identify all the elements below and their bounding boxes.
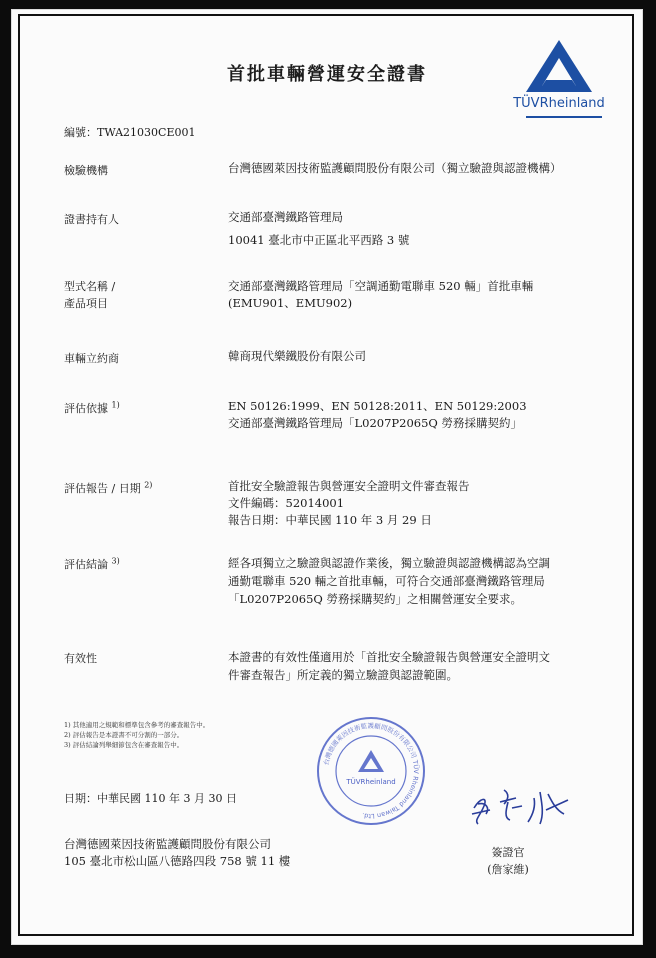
field-value-model: 交通部臺灣鐵路管理局「空調通勤電聯車 520 輛」首批車輛 (EMU901、EMU902) [228, 279, 534, 310]
field-label-inspection-body: 檢驗機構 [64, 164, 108, 177]
field-label-report: 評估報告 / 日期 $^{2)}$ [64, 480, 153, 495]
official-seal [316, 716, 426, 826]
signer-block [468, 844, 548, 878]
field-value-conclusion: 經各項獨立之驗證與認證作業後，獨立驗證與認證機構認為空調 通勤電聯車 520 輛之首批車輛，可符合交通部臺灣鐵路管理局 「L0207P2065Q 勞務採購契約」之相關營運安全要求。 [228, 556, 550, 606]
handwritten-signature-icon [464, 780, 584, 830]
tuv-logo [506, 36, 612, 126]
issuer-address: 台灣德國萊因技術監護顧問股份有限公司 105 臺北市松山區八德路四段 758 號 11 樓 [64, 837, 291, 868]
field-label-contractor: 車輛立約商 [64, 352, 119, 365]
certificate-number: 編號：TWA21030CE001 [64, 126, 196, 139]
field-value-holder: 交通部臺灣鐵路管理局 10041 臺北市中正區北平西路 3 號 [228, 210, 410, 247]
field-value-report: 首批安全驗證報告與營運安全證明文件審查報告 文件編碼：52014001 報告日期：中華民國 110 年 3 月 29 日 [228, 479, 470, 527]
page-footer-line [12, 936, 642, 944]
logo-text: TÜVRheinland [513, 96, 605, 111]
field-label-basis: 評估依據 $^{1)}$ [64, 400, 120, 415]
certificate-page [12, 10, 642, 944]
footnotes [64, 720, 209, 750]
field-value-contractor: 韓商現代樂鐵股份有限公司 [228, 349, 366, 363]
seal-stamp-icon [316, 716, 426, 826]
logo-underline [526, 116, 602, 118]
field-label-model: 型式名稱 / 產品項目 [64, 280, 116, 310]
field-label-conclusion: 評估結論 $^{3)}$ [64, 556, 120, 571]
footnote-2: 2) 評估報告是本證書不可分割的一部分。 [64, 731, 184, 739]
signer-title: 簽證官 [491, 846, 525, 859]
field-value-basis: EN 50126:1999、EN 50128:2011、EN 50129:2003 交通部臺灣鐵路管理局「L0207P2065Q 勞務採購契約」 [228, 399, 527, 430]
issue-date: 日期：中華民國 110 年 3 月 30 日 [64, 792, 237, 805]
field-value-validity: 本證書的有效性僅適用於「首批安全驗證報告與營運安全證明文 件審查報告」所定義的獨立驗證與認證範圍。 [228, 650, 550, 682]
footnote-1: 1) 其他適用之規範和標準包含參考的審查報告中。 [64, 721, 210, 729]
svg-text:TÜVRheinland: TÜVRheinland [346, 778, 396, 786]
signature [464, 780, 584, 830]
field-value-inspection-body: 台灣德國萊因技術監護顧問股份有限公司（獨立驗證與認證機構） [228, 161, 562, 175]
svg-text:台灣德國萊因技術監護顧問股份有限公司 TÜV Rheinla: 台灣德國萊因技術監護顧問股份有限公司 TÜV Rheinland Taiwan Ltd. [322, 721, 421, 821]
triangle-logo-icon [506, 36, 612, 96]
signer-name: (詹家維) [487, 863, 529, 876]
footnote-3: 3) 評估結論列舉細節包含在審查報告中。 [64, 741, 184, 749]
field-label-validity: 有效性 [64, 652, 97, 665]
field-label-holder: 證書持有人 [64, 213, 119, 226]
certificate-title: 首批車輛營運安全證書 [227, 64, 427, 85]
